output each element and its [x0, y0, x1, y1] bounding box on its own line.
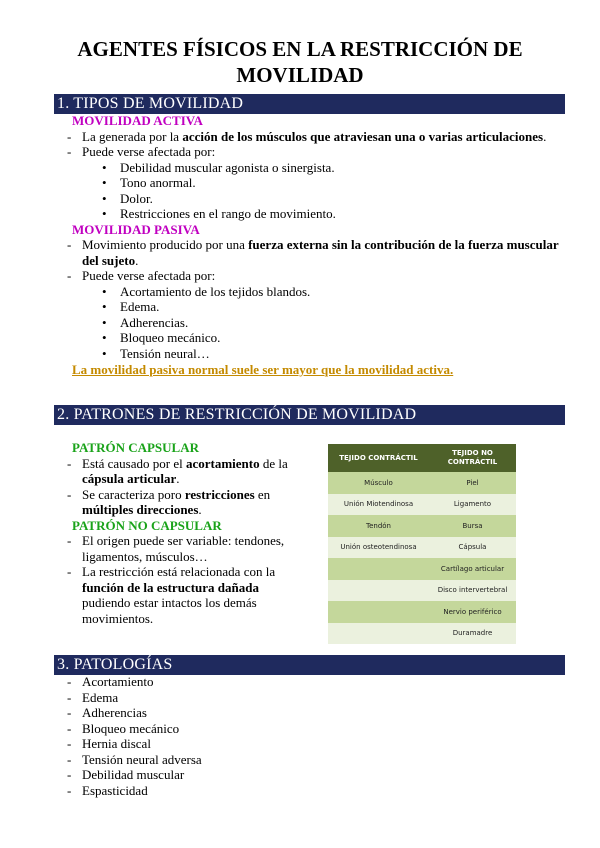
section-heading-patrones: 2. PATRONES DE RESTRICCIÓN DE MOVILIDAD	[54, 405, 565, 425]
table-row	[328, 601, 516, 623]
table-cell: Disco intervertebral	[429, 580, 516, 602]
bullet-item: • Debilidad muscular agonista o sinergista.	[64, 160, 562, 176]
list-item: - Edema	[64, 690, 364, 706]
text: .	[135, 252, 139, 268]
bold-text: múltiples direcciones	[82, 502, 199, 517]
highlight-note: La movilidad pasiva normal suele ser mayor que la movilidad activa.	[72, 362, 454, 377]
text: pudiendo estar intactos los demás movimientos.	[82, 595, 257, 626]
bold-text: cápsula articular	[82, 471, 177, 486]
section-tipos-movilidad	[72, 113, 562, 378]
section-patrones	[72, 440, 308, 626]
list-item	[64, 237, 562, 268]
bullet-item: • Acortamiento de los tejidos blandos.	[64, 284, 562, 300]
table-cell	[328, 623, 429, 645]
bullet-item: • Edema.	[64, 299, 562, 315]
table-cell	[328, 580, 429, 602]
table-row	[328, 580, 516, 602]
table-cell: Cápsula	[429, 537, 516, 559]
list-item: - Adherencias	[64, 705, 364, 721]
bullet-item: • Tensión neural…	[64, 346, 562, 362]
bold-text: fuerza externa sin la contribución de la fuerza muscular del sujeto	[82, 237, 559, 268]
list-item: - Bloqueo mecánico	[64, 721, 364, 737]
list-item: - Puede verse afectada por:	[64, 268, 562, 284]
list-item	[64, 487, 308, 518]
table-cell: Unión Miotendinosa	[328, 494, 429, 516]
bullet-item: • Adherencias.	[64, 315, 562, 331]
section-heading-patologias: 3. PATOLOGÍAS	[54, 655, 565, 675]
list-item	[64, 564, 308, 626]
list-item: - El origen puede ser variable: tendones, ligamentos, músculos…	[64, 533, 308, 564]
header-tejido-contractil: TEJIDO CONTRÁCTIL	[328, 444, 429, 472]
table-header-row	[328, 444, 516, 472]
subheading-movilidad-pasiva: MOVILIDAD PASIVA	[72, 221, 200, 237]
text: .	[543, 128, 547, 144]
bullet-item: • Bloqueo mecánico.	[64, 330, 562, 346]
text: de la	[259, 455, 288, 471]
bold-text: acortamiento	[185, 455, 260, 471]
table-row	[328, 472, 516, 494]
text: Está causado por el	[82, 455, 186, 471]
text: La restricción está relacionada con la	[82, 564, 276, 579]
text: .	[176, 471, 180, 486]
table-row	[328, 537, 516, 559]
table-row	[328, 494, 516, 516]
table-cell: Bursa	[429, 515, 516, 537]
table-cell	[328, 558, 429, 580]
text: Movimiento producido por una	[82, 237, 249, 252]
subheading-patron-capsular: PATRÓN CAPSULAR	[72, 440, 199, 455]
list-item: - Debilidad muscular	[64, 767, 364, 783]
page-title: AGENTES FÍSICOS EN LA RESTRICCIÓN DE MOVILIDAD	[77, 37, 523, 87]
table-cell: Ligamento	[429, 494, 516, 516]
section-patologias	[64, 674, 364, 798]
list-item	[64, 129, 562, 145]
table-cell: Cartílago articular	[429, 558, 516, 580]
table-cell: Piel	[429, 472, 516, 494]
subheading-patron-no-capsular: PATRÓN NO CAPSULAR	[72, 517, 222, 533]
list-item: - Hernia discal	[64, 736, 364, 752]
list-item	[64, 456, 308, 487]
bold-text: restricciones	[184, 486, 255, 502]
table-cell: Unión osteotendinosa	[328, 537, 429, 559]
table-cell: Tendón	[328, 515, 429, 537]
table-row	[328, 623, 516, 645]
table-cell	[328, 601, 429, 623]
table-row	[328, 558, 516, 580]
section-heading-tipos-movilidad: 1. TIPOS DE MOVILIDAD	[54, 94, 565, 114]
bullet-item: • Restricciones en el rango de movimiento.	[64, 206, 562, 222]
bold-text: función de la estructura dañada	[82, 579, 259, 595]
list-item: - Acortamiento	[64, 674, 364, 690]
subheading-movilidad-activa: MOVILIDAD ACTIVA	[72, 113, 203, 128]
bullet-item: • Dolor.	[64, 191, 562, 207]
list-item: - Tensión neural adversa	[64, 752, 364, 768]
header-tejido-no-contractil: TEJIDO NO CONTRÁCTIL	[429, 444, 516, 472]
table-cell: Nervio periférico	[429, 601, 516, 623]
text: .	[198, 502, 202, 517]
list-item: - Puede verse afectada por:	[64, 144, 562, 160]
bullet-item: • Tono anormal.	[64, 175, 562, 191]
table-row	[328, 515, 516, 537]
table-cell: Duramadre	[429, 623, 516, 645]
bold-text: acción de los músculos que atraviesan una o varias articulaciones	[182, 128, 544, 144]
text: Se caracteriza poro	[82, 486, 185, 502]
text: en	[254, 486, 271, 502]
text: La generada por la	[82, 128, 183, 144]
tissue-table	[328, 444, 516, 644]
table-cell: Músculo	[328, 472, 429, 494]
list-item: - Espasticidad	[64, 783, 364, 799]
